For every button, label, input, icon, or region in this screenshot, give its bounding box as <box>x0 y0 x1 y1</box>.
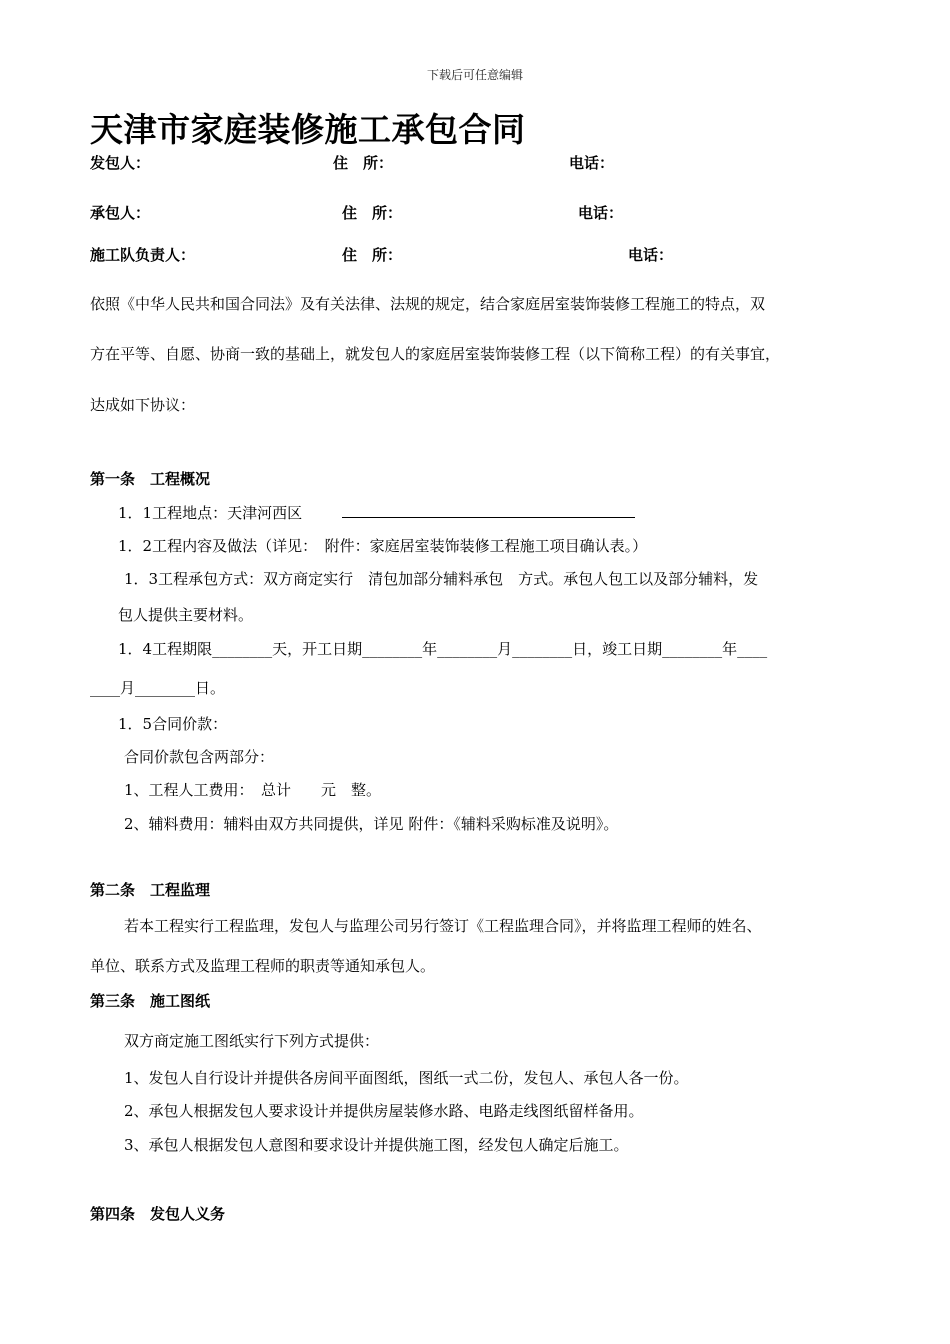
material-cost-line: 2、辅料费用：辅料由双方共同提供，详见 附件：《辅料采购标准及说明》。 <box>124 815 619 833</box>
document-title: 天津市家庭装修施工承包合同 <box>90 110 526 149</box>
employer-address-label: 住 所： <box>333 154 394 172</box>
contractor-phone-label: 电话： <box>578 204 624 222</box>
contractor-label: 承包人： <box>90 204 151 222</box>
page-header-note: 下载后可任意编辑 <box>426 68 523 82</box>
contractor-address-label: 住 所： <box>342 204 403 222</box>
article-2-line-2: 单位、联系方式及监理工程师的职责等通知承包人。 <box>90 957 436 975</box>
article-3-line-4: 3、承包人根据发包人意图和要求设计并提供施工图，经发包人确定后施工。 <box>124 1136 629 1154</box>
article-2-line-1: 若本工程实行工程监理，发包人与监理公司另行签订《工程监理合同》，并将监理工程师的姓名、 <box>124 917 762 935</box>
article-3-line-3: 2、承包人根据发包人要求设计并提供房屋装修水路、电路走线图纸留样备用。 <box>124 1102 644 1120</box>
article-3-line-2: 1、发包人自行设计并提供各房间平面图纸，图纸一式二份，发包人、承包人各一份。 <box>124 1069 689 1087</box>
team-leader-phone-label: 电话： <box>628 246 674 264</box>
article-1-item-1-3: 1．3工程承包方式：双方商定实行 清包加部分辅料承包 方式。承包人包工以及部分辅料，发 <box>124 570 759 588</box>
contract-price-note: 合同价款包含两部分： <box>124 748 275 766</box>
site-address-underline <box>342 517 635 518</box>
article-4-heading: 第四条 发包人义务 <box>90 1205 226 1223</box>
labor-cost-line: 1、工程人工费用： 总计 元 整。 <box>124 781 382 799</box>
article-1-item-1-3-cont: 包人提供主要材料。 <box>118 606 254 624</box>
employer-phone-label: 电话： <box>569 154 615 172</box>
article-3-heading: 第三条 施工图纸 <box>90 992 211 1010</box>
article-1-item-1-2: 1．2工程内容及做法（详见： 附件：家庭居室装饰装修工程施工项目确认表。） <box>118 537 648 555</box>
intro-line-1: 依照《中华人民共和国合同法》及有关法律、法规的规定，结合家庭居室装饰装修工程施工的特点，双 <box>90 295 766 313</box>
team-leader-label: 施工队负责人： <box>90 246 196 264</box>
article-1-item-1-5: 1．5合同价款： <box>118 715 228 733</box>
employer-label: 发包人： <box>90 154 151 172</box>
team-leader-address-label: 住 所： <box>342 246 403 264</box>
article-1-heading: 第一条 工程概况 <box>90 470 211 488</box>
intro-line-3: 达成如下协议： <box>90 396 196 414</box>
article-3-line-1: 双方商定施工图纸实行下列方式提供： <box>124 1032 380 1050</box>
article-1-item-1-4: 1．4工程期限________天，开工日期________年________月________日，竣工日期________年____ <box>118 640 768 658</box>
intro-line-2: 方在平等、自愿、协商一致的基础上，就发包人的家庭居室装饰装修工程（以下简称工程）的有关事宜， <box>90 345 781 363</box>
article-1-item-1-4-cont: ____月________日。 <box>90 679 226 697</box>
article-2-heading: 第二条 工程监理 <box>90 881 211 899</box>
article-1-item-1-1: 1．1工程地点：天津河西区 <box>118 504 303 522</box>
